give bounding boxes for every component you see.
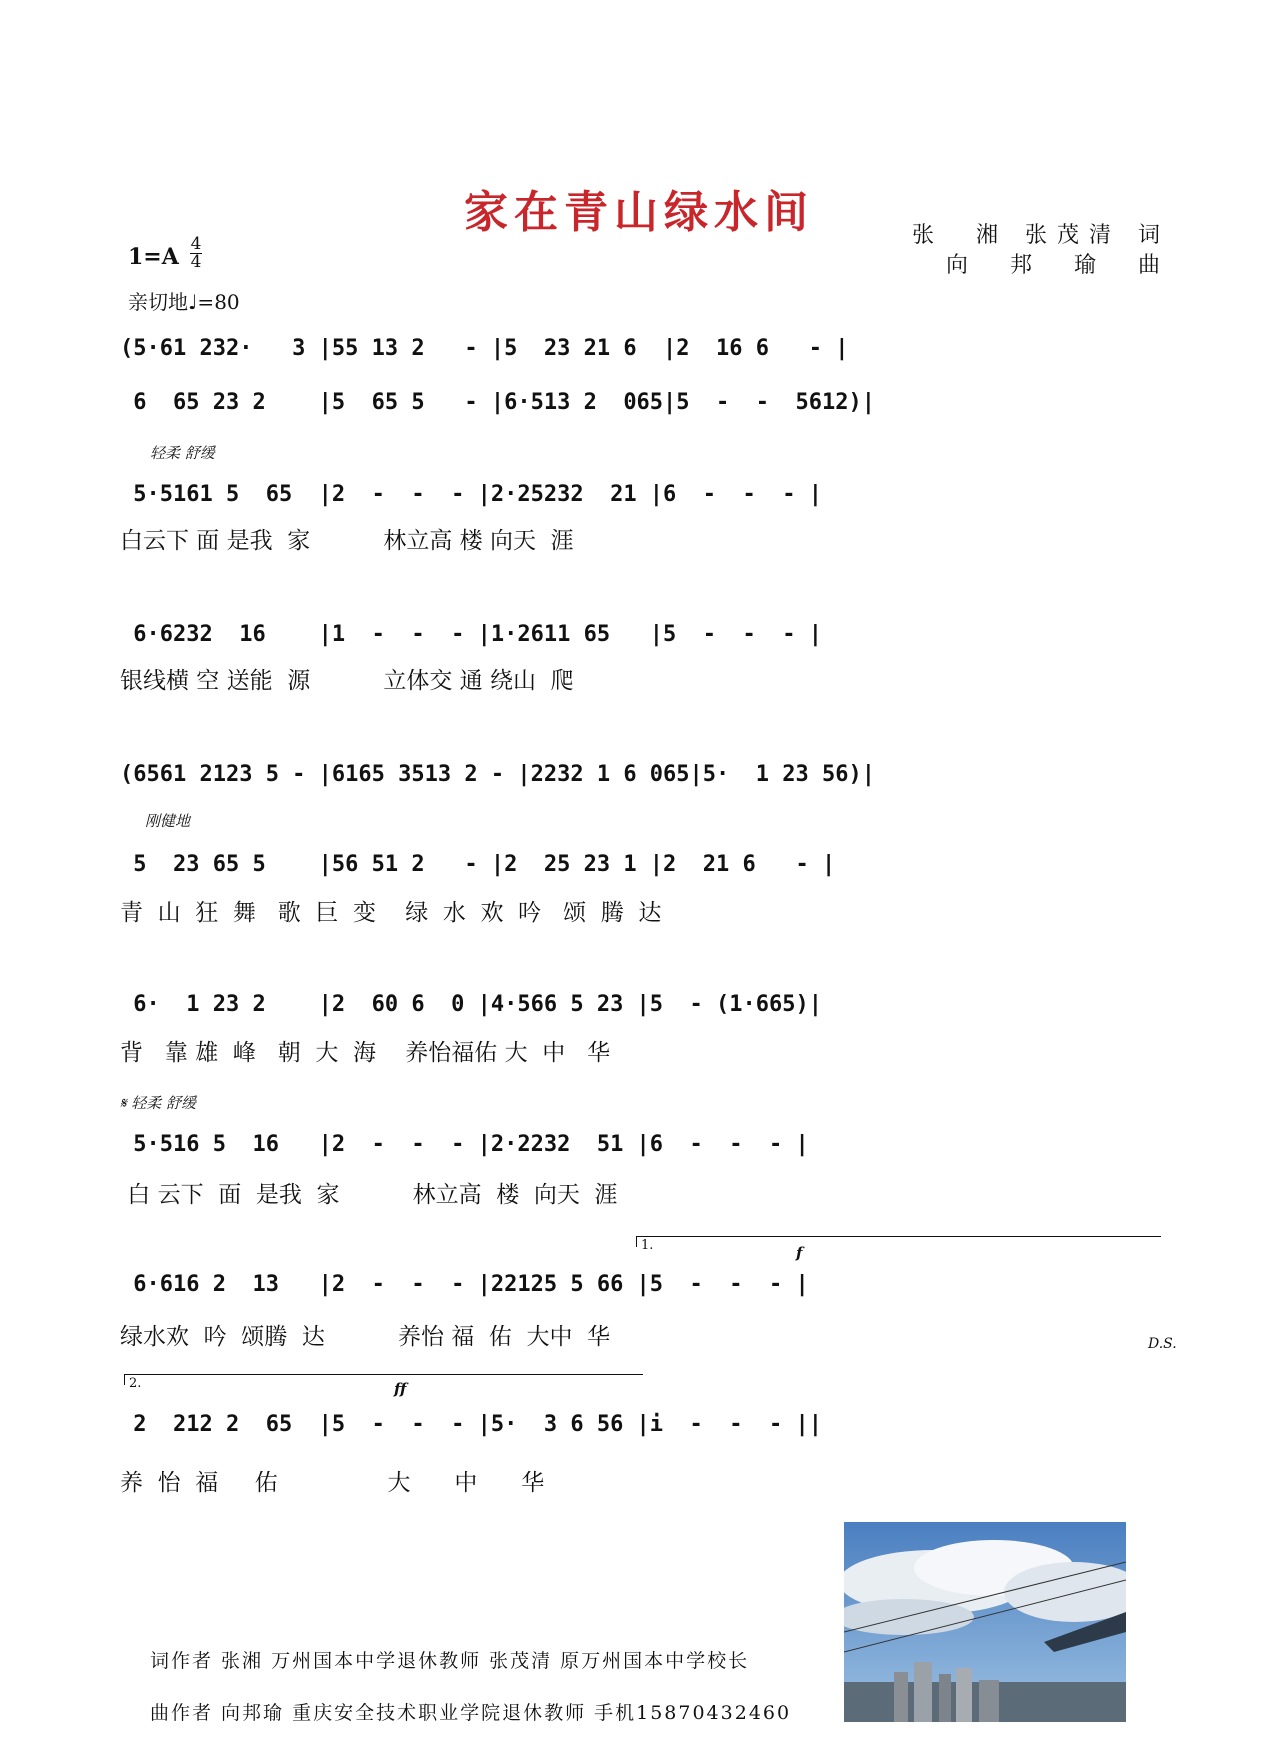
score-line-6-lyrics: 青 山 狂 舞 歌 巨 变 绿 水 欢 吟 颂 腾 达 [120, 900, 662, 926]
direction-segno: 𝄋 轻柔 舒缓 [120, 1094, 196, 1112]
score-line-7-notes: 6· 1 23 2 |2 60 6 0 |4·566 5 23 |5 - (1·665)| [120, 992, 822, 1017]
score-line-10-lyrics: 养 怡 福 佑 大 中 华 [120, 1470, 545, 1496]
score-line-7-lyrics: 背 靠 雄 峰 朝 大 海 养怡福佑 大 中 华 [120, 1040, 611, 1066]
meter-top: 4 [190, 234, 202, 254]
song-title: 家在青山绿水间 [464, 187, 814, 238]
dal-segno-mark: D.S. [1148, 1336, 1177, 1352]
score-line-6-notes: 5 23 65 5 |56 51 2 - |2 25 23 1 |2 21 6 - | [120, 852, 836, 877]
lyricist-info: 词作者 张湘 万州国本中学退休教师 张茂清 原万州国本中学校长 [150, 1650, 750, 1672]
score-line-4-lyrics: 银线横 空 送能 源 立体交 通 绕山 爬 [120, 668, 574, 694]
time-signature [190, 236, 202, 271]
meter-bottom: 4 [190, 252, 202, 272]
score-line-8-lyrics: 白 云下 面 是我 家 林立高 楼 向天 涯 [120, 1182, 618, 1208]
key-signature: 1=A [128, 244, 179, 270]
landscape-photo [844, 1522, 1126, 1722]
tempo-marking: 亲切地♩=80 [128, 290, 240, 314]
score-line-10-notes: 2 212 2 65 |5 - - - |5· 3 6 56 |i - - - || [120, 1412, 822, 1437]
direction-verse1: 轻柔 舒缓 [150, 444, 215, 462]
score-line-8-notes: 5·516 5 16 |2 - - - |2·2232 51 |6 - - - | [120, 1132, 809, 1157]
volta-1-bracket [636, 1236, 1161, 1253]
score-line-9-lyrics: 绿水欢 吟 颂腾 达 养怡 福 佑 大中 华 [120, 1324, 611, 1350]
volta-1-label: 1. [641, 1238, 654, 1253]
dynamic-f: f [796, 1244, 803, 1262]
direction-chorus: 刚健地 [145, 812, 191, 830]
score-line-2-notes: 6 65 23 2 |5 65 5 - |6·513 2 065|5 - - 5612)| [120, 390, 875, 415]
score-line-3-lyrics: 白云下 面 是我 家 林立高 楼 向天 涯 [120, 528, 574, 554]
score-line-3-notes: 5·5161 5 65 |2 - - - |2·25232 21 |6 - - - | [120, 482, 822, 507]
score-line-5-notes: (6561 2123 5 - |6165 3513 2 - |2232 1 6 065|5· 1 23 56)| [120, 762, 875, 787]
volta-2-label: 2. [129, 1376, 142, 1391]
score-line-9-notes: 6·616 2 13 |2 - - - |22125 5 66 |5 - - - | [120, 1272, 809, 1297]
score-line-4-notes: 6·6232 16 |1 - - - |1·2611 65 |5 - - - | [120, 622, 822, 647]
composer-info: 曲作者 向邦瑜 重庆安全技术职业学院退休教师 手机15870432460 [150, 1702, 792, 1724]
lyricist-credit: 张 湘 张茂清 词 [912, 223, 1170, 248]
composer-credit: 向 邦 瑜 曲 [945, 253, 1170, 278]
dynamic-ff: ff [394, 1380, 407, 1398]
score-line-1-notes: (5·61 232· 3 |55 13 2 - |5 23 21 6 |2 16 6 - | [120, 336, 849, 361]
